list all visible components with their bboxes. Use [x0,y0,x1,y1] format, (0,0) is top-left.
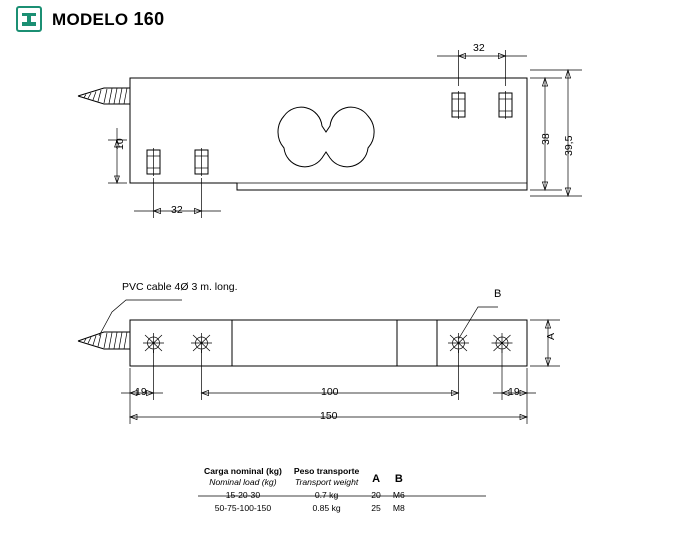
cell-a: 20 [371,490,381,501]
cell-a: 25 [371,503,381,514]
cell-b: M6 [392,490,405,501]
callout-b: B [494,288,502,300]
dim-center-100: 100 [321,386,339,398]
dim-10-rotated: 10 [114,138,126,150]
dim-right-19: 19 [508,386,520,398]
table-row [198,503,411,514]
cell-nominal-load: 15-20-30 [225,490,261,501]
dim-left-19: 19 [135,386,147,398]
cell-b: M8 [392,503,405,514]
cell-transport-weight: 0.7 kg [314,490,339,501]
table-row [198,487,411,503]
col-header-transport-weight: Peso transporte Transport weight [293,466,360,487]
model-label: MODELO [52,9,129,29]
cell-nominal-load: 50-75-100-150 [214,503,272,514]
specification-table [198,466,411,514]
dim-a-rotated: A [545,332,557,340]
col-header-b: B [394,472,403,485]
dim-total-150: 150 [320,410,338,422]
cell-transport-weight: 0.85 kg [312,503,341,514]
col-header-a: A [372,472,381,485]
table-header-row [198,466,411,487]
dim-38-rotated: 38 [540,133,552,145]
model-number: 160 [133,8,165,29]
dim-top-32: 32 [473,42,485,54]
col-header-nominal-load: Carga nominal (kg) Nominal load (kg) [204,466,282,487]
pvc-cable-note: PVC cable 4Ø 3 m. long. [122,281,238,293]
dim-bottom-32: 32 [171,204,183,216]
dim-39-5-rotated: 39,5 [563,135,575,156]
